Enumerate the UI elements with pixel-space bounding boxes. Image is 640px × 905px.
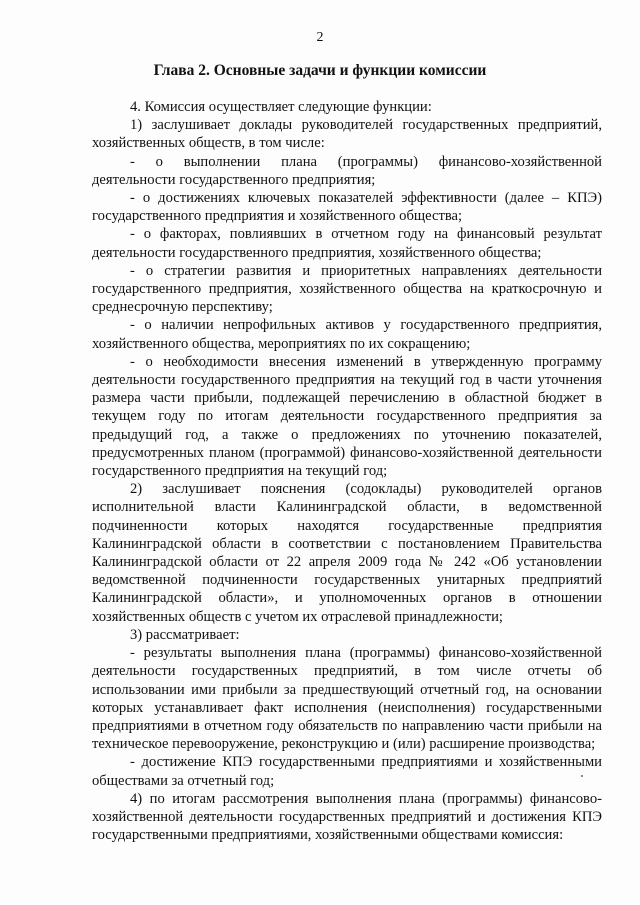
document-body	[92, 98, 602, 844]
chapter-heading: Глава 2. Основные задачи и функции комиссии	[153, 62, 487, 79]
paragraph-item-2: 2) заслушивает пояснения (содоклады) руководителей органов исполнительной власти Калининградской области, в ведомственной подчиненности которых находятся государственные предприятия Калининградской области в соответствии с постановлением Правительства Калининградской области от 22 апреля 2009 года № 242 «Об установлении ведомственной подчиненности государственных унитарных предприятий Калининградской области», и уполномоченных органов в отношении хозяйственных обществ с учетом их отраслевой принадлежности;	[92, 481, 602, 625]
paragraph-bullet-strategy: - о стратегии развития и приоритетных направлениях деятельности государственного предприятия, хозяйственного общества на краткосрочную и среднесрочную перспективу;	[92, 262, 602, 316]
paragraph-bullet-assets: - о наличии непрофильных активов у государственного предприятия, хозяйственного общества, мероприятиях по их сокращению;	[92, 317, 602, 352]
paragraph-functions-intro: 4. Комиссия осуществляет следующие функции:	[130, 99, 432, 115]
paragraph-item-1: 1) заслушивает доклады руководителей государственных предприятий, хозяйственных обществ, в том числе:	[92, 117, 602, 152]
paragraph-bullet-results: - результаты выполнения плана (программы) финансово-хозяйственной деятельности государственных предприятий, в том числе отчеты об использовании ими прибыли за предшествующий отчетный год, на основании которых устанавливает факт исполнения (неисполнения) государственными предприятиями в отчетном году обязательств по направлению части прибыли на техническое перевооружение, реконструкцию и (или) расширение производства;	[92, 645, 602, 753]
paragraph-item-4: 4) по итогам рассмотрения выполнения плана (программы) финансово-хозяйственной деятельности государственных предприятий и достижения КПЭ государственными предприятиями, хозяйственными обществами комиссия:	[92, 790, 602, 844]
paragraph-bullet-changes: - о необходимости внесения изменений в утвержденную программу деятельности государственного предприятия на текущий год в части уточнения размера части прибыли, подлежащей перечислению в областной бюджет в текущем году по итогам деятельности государственного предприятия за предыдущий год, а также о предложениях по уточнению показателей, предусмотренных планом (программой) финансово-хозяйственной деятельности государственного предприятия на текущий год;	[92, 353, 602, 480]
scan-artifact-dot	[581, 775, 583, 777]
paragraph-bullet-factors: - о факторах, повлиявших в отчетном году на финансовый результат деятельности государственного предприятия, хозяйственного общества;	[92, 226, 602, 261]
paragraph-item-3: 3) рассматривает:	[130, 626, 240, 643]
paragraph-bullet-kpi-achievement: - достижение КПЭ государственными предприятиями и хозяйственными обществами за отчетный год;	[92, 754, 602, 789]
page-number: 2	[316, 30, 324, 45]
paragraph-bullet-kpi: - о достижениях ключевых показателей эффективности (далее – КПЭ) государственного предприятия и хозяйственного общества;	[92, 190, 602, 225]
paragraph-bullet-plan: - о выполнении плана (программы) финансово-хозяйственной деятельности государственного предприятия;	[92, 153, 602, 188]
